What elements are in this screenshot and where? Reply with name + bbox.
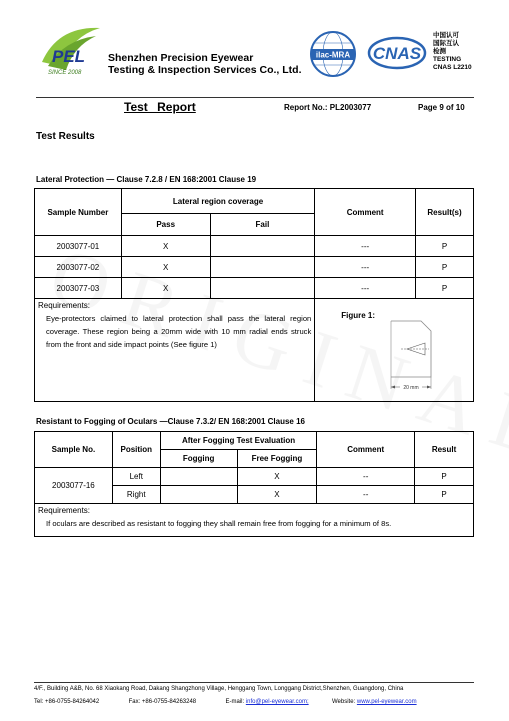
cnas-line: CNAS L2210 (433, 64, 472, 71)
header-after-fogging: After Fogging Test Evaluation (160, 432, 317, 450)
ilac-mra-text: ilac-MRA (315, 50, 351, 60)
header-lateral-coverage: Lateral region coverage (121, 189, 314, 214)
footer-email-link[interactable]: info@pel-eyewear.com; (245, 699, 309, 705)
sample-cell: 2003077-02 (35, 257, 122, 278)
cnas-logo (367, 36, 427, 70)
sample-cell: 2003077-01 (35, 236, 122, 257)
pass-cell: X (121, 278, 210, 299)
header-sample-number: Sample Number (35, 189, 122, 236)
report-number: Report No.: PL2003077 (284, 103, 372, 112)
footer-tel: Tel: +86-0755-84264042 (34, 699, 100, 705)
report-title: Test Report (124, 100, 196, 114)
cnas-line: 国际互认 (433, 40, 459, 47)
comment-cell: --- (315, 257, 416, 278)
cnas-accreditation (433, 32, 472, 72)
page-number: Page 9 of 10 (418, 103, 465, 112)
cnas-line: TESTING (433, 56, 462, 63)
footer-website-label: Website: (331, 699, 356, 705)
table-row (35, 257, 474, 278)
lateral-coverage-figure (377, 313, 467, 397)
header-position: Position (112, 432, 160, 468)
requirements-text: If oculars are described as resistant to fogging they shall remain free from fogging for a minimum of 8s. (46, 519, 392, 528)
figure-1-cell (315, 299, 474, 402)
pel-logo-text: PEL (52, 47, 86, 66)
header-result: Result (415, 432, 474, 468)
footer-contacts (34, 699, 417, 705)
sample-cell: 2003077-16 (35, 468, 113, 504)
sample-cell: 2003077-03 (35, 278, 122, 299)
company-line-1: Shenzhen Precision Eyewear (108, 52, 254, 64)
free-fogging-cell: X (237, 468, 317, 486)
header-comment: Comment (315, 189, 416, 236)
footer-website-link[interactable]: www.pel-eyewear.com (356, 699, 417, 705)
cnas-line: 中国认可 (433, 32, 459, 39)
fogging-requirements (35, 504, 474, 537)
requirements-label: Requirements: (38, 301, 91, 310)
position-cell: Left (112, 468, 160, 486)
fogging-cell (160, 486, 237, 504)
figure-label: Figure 1: (341, 311, 376, 320)
result-cell: P (416, 257, 474, 278)
header-divider (36, 97, 474, 98)
ilac-mra-logo (308, 30, 358, 78)
comment-cell: -- (317, 486, 415, 504)
lateral-protection-table (34, 188, 474, 402)
comment-cell: -- (317, 468, 415, 486)
header-fogging: Fogging (160, 450, 237, 468)
footer-address: 4/F., Building A&B, No. 68 Xiaokang Road, Dakang Shangzhong Village, Henggang Town, Longgang District,Shenzhen, Guangdong, China (34, 686, 404, 692)
footer-divider (34, 682, 474, 683)
fail-cell (210, 236, 315, 257)
header-comment: Comment (317, 432, 415, 468)
cnas-line: 检测 (433, 48, 446, 55)
table-row (35, 278, 474, 299)
header-free-fogging: Free Fogging (237, 450, 317, 468)
fogging-cell (160, 468, 237, 486)
pel-logo (38, 22, 104, 76)
position-cell: Right (112, 486, 160, 504)
fail-cell (210, 278, 315, 299)
pass-cell: X (121, 257, 210, 278)
table-row (35, 236, 474, 257)
free-fogging-cell: X (237, 486, 317, 504)
header-sample-no: Sample No. (35, 432, 113, 468)
result-cell: P (415, 486, 474, 504)
requirements-label: Requirements: (38, 506, 91, 515)
fogging-title: Resistant to Fogging of Oculars —Clause 7.3.2/ EN 168:2001 Clause 16 (36, 417, 305, 426)
pel-logo-subtext: SINCE 2008 (48, 70, 82, 76)
fogging-table (34, 431, 474, 537)
footer-email-label: E-mail: (225, 699, 245, 705)
company-name (108, 52, 302, 76)
requirements-text: Eye-protectors claimed to lateral protection shall pass the lateral region coverage. These region being a 20mm wide with 10 mm radial ends struck from the front and side impact points (See figure 1) (46, 314, 312, 349)
figure-dimension: 20 mm (403, 385, 419, 391)
cnas-logo-text: CNAS (372, 44, 422, 63)
fail-cell (210, 257, 315, 278)
comment-cell: --- (315, 278, 416, 299)
header-pass: Pass (121, 214, 210, 236)
result-cell: P (416, 278, 474, 299)
comment-cell: --- (315, 236, 416, 257)
header-fail: Fail (210, 214, 315, 236)
lateral-requirements (35, 299, 315, 402)
pass-cell: X (121, 236, 210, 257)
company-line-2: Testing & Inspection Services Co., Ltd. (108, 64, 302, 76)
footer-fax: Fax: +86-0755-84263248 (128, 699, 197, 705)
table-row (35, 468, 474, 486)
header-results: Result(s) (416, 189, 474, 236)
result-cell: P (415, 468, 474, 486)
result-cell: P (416, 236, 474, 257)
section-title: Test Results (36, 131, 95, 142)
lateral-protection-title: Lateral Protection — Clause 7.2.8 / EN 168:2001 Clause 19 (36, 175, 257, 184)
